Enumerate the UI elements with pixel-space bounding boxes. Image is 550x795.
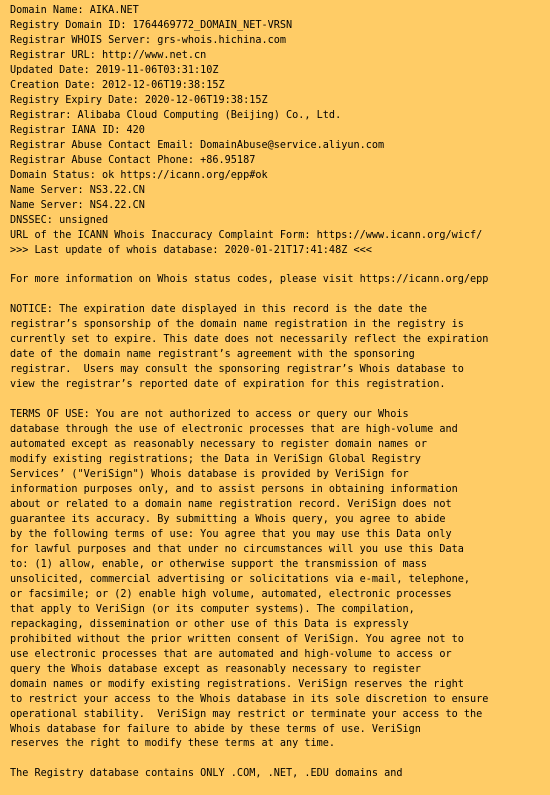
- whois-line: date of the domain name registrant’s agreement with the sponsoring: [10, 349, 415, 361]
- whois-line: prohibited without the prior written consent of VeriSign. You agree not to: [10, 633, 464, 645]
- whois-line: [10, 258, 550, 273]
- whois-line: information purposes only, and to assist persons in obtaining information: [10, 484, 458, 495]
- whois-line: about or related to a domain name registration record. VeriSign does not: [10, 498, 452, 510]
- whois-line: query the Whois database except as reasonably necessary to register: [10, 663, 421, 675]
- whois-line: Domain Name: AIKA.NET: [10, 5, 139, 16]
- whois-line: [10, 393, 550, 408]
- whois-line: repackaging, dissemination or other use of this Data is expressly: [10, 618, 409, 630]
- whois-line: For more information on Whois status codes, please visit https://icann.org/epp: [10, 274, 489, 286]
- whois-line: Domain Status: ok https://icann.org/epp#ok: [10, 169, 268, 181]
- whois-line: NOTICE: The expiration date displayed in this record is the date the: [10, 304, 428, 316]
- whois-line: Registrar Abuse Contact Email: DomainAbuse@service.aliyun.com: [10, 139, 385, 151]
- whois-line: guarantee its accuracy. By submitting a Whois query, you agree to abide: [10, 513, 446, 525]
- whois-line: Services’ ("VeriSign") Whois database is provided by VeriSign for: [10, 469, 409, 481]
- whois-line: Registry Expiry Date: 2020-12-06T19:38:15Z: [10, 94, 268, 106]
- whois-line: TERMS OF USE: You are not authorized to access or query our Whois: [10, 409, 409, 421]
- whois-line: Registrar: Alibaba Cloud Computing (Beijing) Co., Ltd.: [10, 109, 342, 121]
- whois-line: Registrar WHOIS Server: grs-whois.hichina.com: [10, 34, 287, 46]
- whois-line: Registrar URL: http://www.net.cn: [10, 49, 207, 61]
- whois-line: The Registry database contains ONLY .COM, .NET, .EDU domains and: [10, 768, 403, 780]
- whois-line: unsolicited, commercial advertising or solicitations via e-mail, telephone,: [10, 573, 471, 585]
- whois-line: to: (1) allow, enable, or otherwise support the transmission of mass: [10, 558, 428, 570]
- whois-line: Updated Date: 2019-11-06T03:31:10Z: [10, 64, 219, 76]
- whois-line: reserves the right to modify these terms at any time.: [10, 738, 336, 750]
- whois-line: or facsimile; or (2) enable high volume, automated, electronic processes: [10, 588, 452, 600]
- whois-line: currently set to expire. This date does not necessarily reflect the expiration: [10, 334, 489, 346]
- whois-line: that apply to VeriSign (or its computer systems). The compilation,: [10, 603, 415, 615]
- whois-line: database through the use of electronic processes that are high-volume and: [10, 424, 458, 436]
- whois-line: [10, 288, 550, 303]
- whois-line: modify existing registrations; the Data in VeriSign Global Registry: [10, 454, 421, 466]
- whois-line: Registry Domain ID: 1764469772_DOMAIN_NET-VRSN: [10, 19, 293, 31]
- whois-line: URL of the ICANN Whois Inaccuracy Complaint Form: https://www.icann.org/wicf/: [10, 229, 483, 241]
- whois-line: by the following terms of use: You agree that you may use this Data only: [10, 528, 452, 540]
- whois-line: Registrar IANA ID: 420: [10, 124, 145, 136]
- whois-line: Registrar Abuse Contact Phone: +86.95187: [10, 154, 256, 166]
- whois-line: to restrict your access to the Whois database in its sole discretion to ensure: [10, 693, 489, 705]
- whois-line: Name Server: NS4.22.CN: [10, 199, 145, 211]
- whois-line: view the registrar’s reported date of expiration for this registration.: [10, 379, 446, 391]
- whois-line: for lawful purposes and that under no circumstances will you use this Data: [10, 543, 464, 555]
- whois-line: Name Server: NS3.22.CN: [10, 184, 145, 196]
- whois-line: Whois database for failure to abide by these terms of use. VeriSign: [10, 723, 421, 735]
- whois-line: DNSSEC: unsigned: [10, 214, 109, 226]
- whois-line: [10, 752, 550, 767]
- whois-line: registrar’s sponsorship of the domain name registration in the registry is: [10, 319, 464, 331]
- whois-line: >>> Last update of whois database: 2020-01-21T17:41:48Z <<<: [10, 244, 372, 256]
- whois-line: Creation Date: 2012-12-06T19:38:15Z: [10, 79, 225, 91]
- whois-line: operational stability. VeriSign may restrict or terminate your access to the: [10, 708, 483, 720]
- whois-line: registrar. Users may consult the sponsoring registrar’s Whois database to: [10, 364, 464, 376]
- whois-line: automated except as reasonably necessary to register domain names or: [10, 439, 428, 451]
- whois-line: use electronic processes that are automated and high-volume to access or: [10, 648, 452, 660]
- whois-line: domain names or modify existing registrations. VeriSign reserves the right: [10, 678, 464, 690]
